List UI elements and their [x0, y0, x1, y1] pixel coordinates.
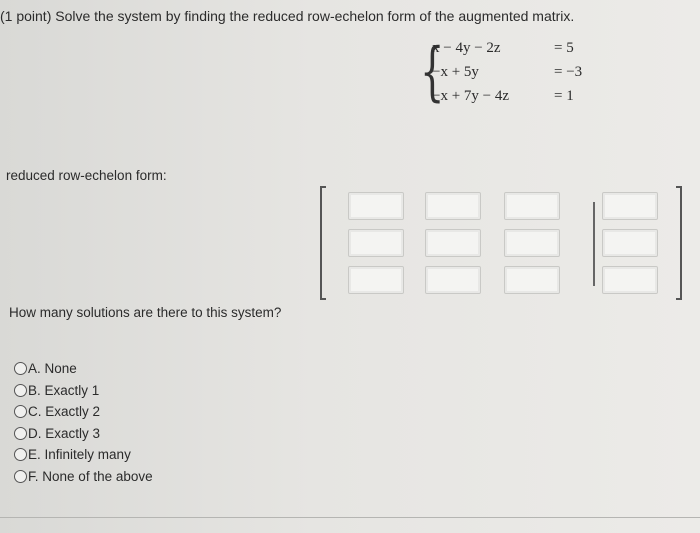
matrix-input[interactable] [426, 193, 480, 219]
matrix-input[interactable] [349, 267, 403, 293]
equation-lhs: x − 4y − 2z [432, 40, 501, 56]
matrix-input[interactable] [426, 230, 480, 256]
matrix-cell-r2c3[interactable] [504, 229, 560, 257]
option-b[interactable] [14, 380, 153, 402]
option-label: None of the above [42, 468, 153, 484]
option-a[interactable] [14, 358, 153, 380]
option-letter: A. [28, 361, 41, 377]
radio-button[interactable] [14, 405, 27, 418]
option-letter: D. [28, 425, 42, 441]
radio-button[interactable] [14, 384, 27, 397]
matrix-input[interactable] [349, 230, 403, 256]
matrix-input[interactable] [505, 230, 559, 256]
equation-row-3 [432, 88, 617, 110]
matrix-cell-r3c2[interactable] [425, 266, 481, 294]
matrix-input[interactable] [426, 267, 480, 293]
matrix-cell-r2c2[interactable] [425, 229, 481, 257]
bottom-divider [0, 517, 700, 518]
option-label: Exactly 1 [44, 382, 100, 398]
radio-button[interactable] [14, 362, 27, 375]
option-label: Infinitely many [44, 447, 131, 463]
equation-lhs: −x + 5y [432, 64, 479, 80]
matrix-cell-r2c1[interactable] [348, 229, 404, 257]
matrix-cell-r1c4[interactable] [602, 192, 658, 220]
option-letter: F. [28, 468, 39, 484]
radio-button[interactable] [14, 470, 27, 483]
matrix-cell-r3c4[interactable] [602, 266, 658, 294]
option-f[interactable] [14, 466, 153, 488]
matrix-left-bracket [320, 186, 326, 300]
equation-rhs: = −3 [554, 64, 583, 80]
matrix-input[interactable] [603, 267, 657, 293]
option-label: Exactly 2 [45, 404, 101, 420]
option-letter: B. [28, 382, 41, 398]
radio-button[interactable] [14, 448, 27, 461]
option-letter: C. [28, 404, 42, 420]
problem-prompt: (1 point) Solve the system by finding the reduced row-echelon form of the augmented matrix. [0, 8, 575, 24]
matrix-cell-r1c1[interactable] [348, 192, 404, 220]
matrix-input[interactable] [505, 193, 559, 219]
solutions-question: How many solutions are there to this system? [9, 305, 282, 320]
equation-row-2 [432, 64, 617, 86]
matrix-cell-r1c2[interactable] [425, 192, 481, 220]
option-label: Exactly 3 [45, 425, 101, 441]
option-letter: E. [28, 447, 41, 463]
matrix-input[interactable] [349, 193, 403, 219]
equation-system [420, 35, 620, 112]
equation-rhs: = 1 [554, 88, 574, 104]
radio-button[interactable] [14, 427, 27, 440]
answer-options [14, 358, 153, 487]
option-label: None [44, 361, 77, 377]
matrix-input[interactable] [603, 230, 657, 256]
matrix-cell-r2c4[interactable] [602, 229, 658, 257]
augmented-divider [593, 202, 595, 286]
matrix-input[interactable] [505, 267, 559, 293]
option-c[interactable] [14, 401, 153, 423]
option-d[interactable] [14, 423, 153, 445]
equation-rhs: = 5 [554, 40, 574, 56]
matrix-input[interactable] [603, 193, 657, 219]
matrix-right-bracket [676, 186, 682, 300]
matrix-cell-r3c1[interactable] [348, 266, 404, 294]
matrix-cell-r3c3[interactable] [504, 266, 560, 294]
equation-lhs: −x + 7y − 4z [432, 88, 510, 104]
matrix-cell-r1c3[interactable] [504, 192, 560, 220]
option-e[interactable] [14, 444, 153, 466]
left-brace: { [420, 35, 445, 109]
equation-row-1 [432, 40, 617, 62]
augmented-matrix [320, 186, 682, 298]
rref-label: reduced row-echelon form: [6, 168, 167, 183]
